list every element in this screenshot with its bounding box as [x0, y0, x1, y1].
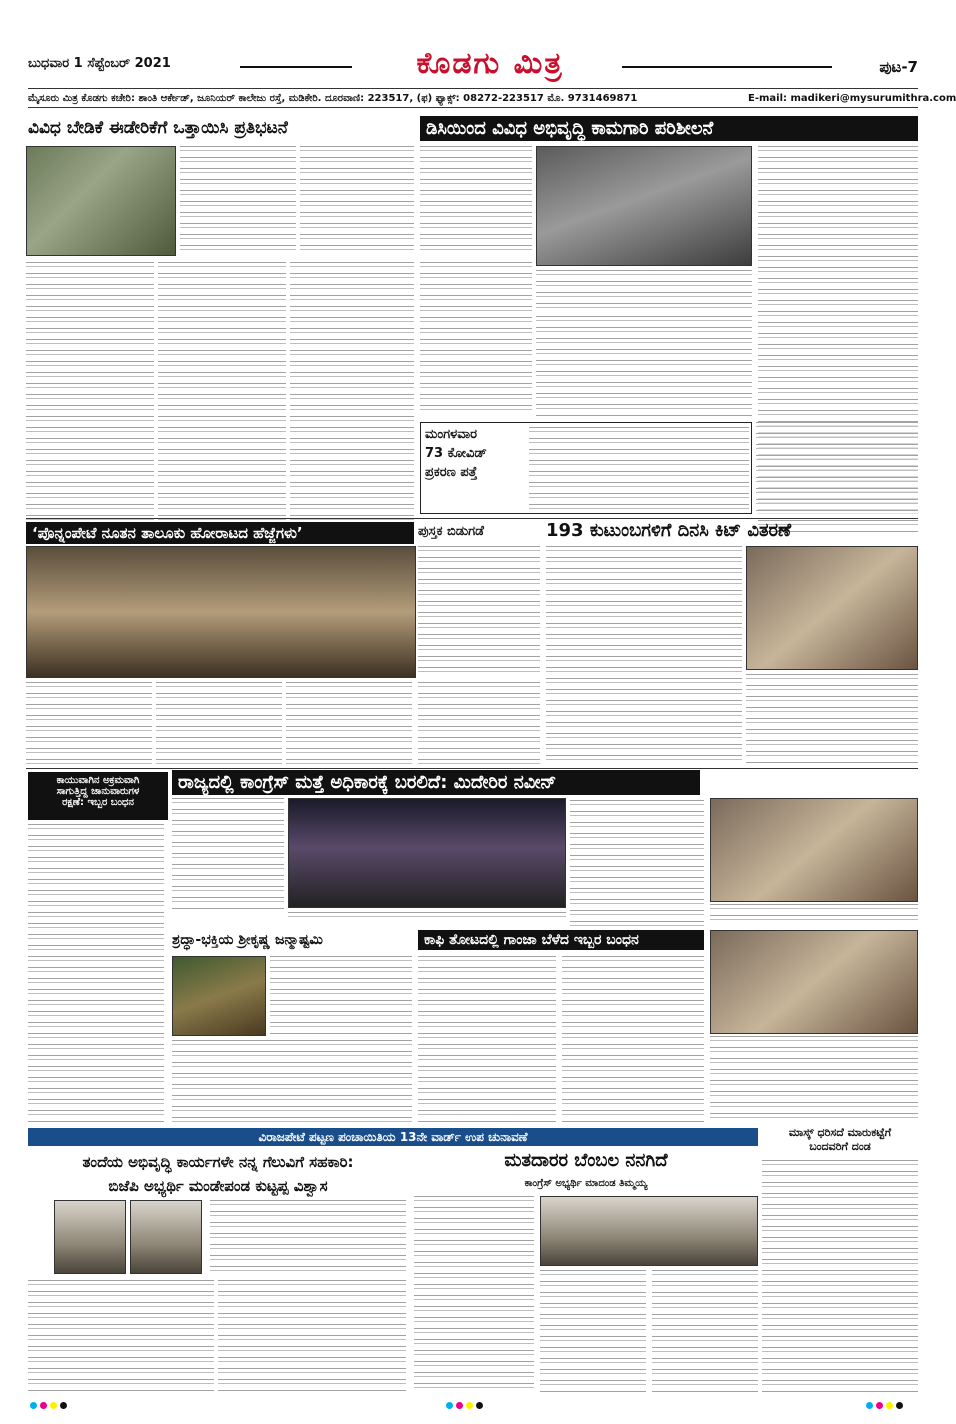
- congress-body-1: [172, 798, 284, 910]
- issue-date: ಬುಧವಾರ 1 ಸೆಪ್ಟೆಂಬರ್ 2021: [28, 56, 171, 71]
- grocery-body-1: [546, 546, 742, 766]
- cattle-kicker-line2: ಸಾಗುತ್ತಿದ್ದ ಜಾನುವಾರುಗಳ: [56, 786, 140, 797]
- headline-ganja: ಕಾಫಿ ತೋಟದಲ್ಲಿ ಗಾಂಜಾ ಬೆಳೆದ ಇಬ್ಬರ ಬಂಧನ: [418, 930, 704, 950]
- janmashtami-body-2: [172, 1040, 412, 1122]
- registration-marks-left: [30, 1402, 67, 1409]
- cattle-body: [28, 824, 164, 1122]
- janmashtami-body-1: [270, 956, 412, 1036]
- congress-cand-body-1: [414, 1196, 534, 1392]
- covid-label-block: [425, 427, 525, 509]
- headline-mask-fine-line2: ಬಂದವರಿಗೆ ದಂಡ: [809, 1140, 871, 1153]
- headline-bjp-line1: ತಂದೆಯ ಅಭಿವೃದ್ಧಿ ಕಾರ್ಯಗಳೇ ನನ್ನ ಗೆಲುವಿಗೆ ಸಹಕಾರಿ:: [82, 1153, 354, 1171]
- headline-dc-inspection: ಡಿಸಿಯಿಂದ ವಿವಿಧ ಅಭಿವೃದ್ಧಿ ಕಾಮಗಾರಿ ಪರಿಶೀಲನೆ: [420, 116, 918, 141]
- covid-body: [529, 427, 749, 509]
- grocery-kit-photo: [746, 546, 918, 670]
- covid-body-2: [756, 422, 918, 514]
- masthead-rule-left: [240, 66, 352, 68]
- protest-body-2: [300, 146, 414, 256]
- registration-marks-center: [446, 1402, 483, 1409]
- virajpet-ward-caption: [710, 904, 918, 926]
- covid-subtitle: ಪ್ರಕರಣ ಪತ್ತೆ: [425, 465, 478, 480]
- congress-body-2: [288, 912, 566, 922]
- masthead-rule-right: [622, 66, 832, 68]
- row-divider-1: [26, 518, 918, 519]
- headline-congress-candidate: ಮತದಾರರ ಬೆಂಬಲ ನನಗಿದೆ: [504, 1150, 668, 1171]
- dc-body-4: [420, 416, 532, 420]
- covid-day: ಮಂಗಳವಾರ: [425, 427, 478, 442]
- protest-body-5: [290, 262, 414, 540]
- mask-fine-body: [762, 1160, 918, 1392]
- newspaper-title: ಕೊಡಗು ಮಿತ್ರ: [416, 46, 564, 81]
- bjp-body-2: [28, 1280, 214, 1392]
- janmashtami-photo: [172, 956, 266, 1036]
- bjp-body-1: [210, 1200, 406, 1276]
- bjp-body-3: [218, 1280, 406, 1392]
- info-bar: [28, 88, 956, 108]
- email-info: E-mail: madikeri@mysurumithra.com: [748, 92, 956, 104]
- by-election-banner: ವಿರಾಜಪೇಟೆ ಪಟ್ಟಣ ಪಂಚಾಯಿತಿಯ 13ನೇ ವಾರ್ಡ್ ಉಪ ಚುನಾವಣೆ: [28, 1128, 758, 1146]
- headline-grocery-kit: 193 ಕುಟುಂಬಗಳಿಗೆ ದಿನಸಿ ಕಿಟ್ ವಿತರಣೆ: [546, 520, 792, 541]
- bjp-candidate-photo-2: [130, 1200, 202, 1274]
- ganja-body-2: [562, 956, 704, 1122]
- congress-photo: [288, 798, 566, 908]
- book-body-4: [286, 682, 412, 764]
- congress-candidate-subhead: ಕಾಂಗ್ರೆಸ್ ಅಭ್ಯರ್ಥಿ ಮಾದಂಡ ತಿಮ್ಮಯ್ಯ: [524, 1178, 648, 1189]
- office-info: ಮೈಸೂರು ಮಿತ್ರ ಕೊಡಗು ಕಚೇರಿ: ಶಾಂತಿ ಆರ್ಕೇಡ್, ಜೂನಿಯರ್ ಕಾಲೇಜು ರಸ್ತೆ, ಮಡಿಕೇರಿ. ದೂರವಾಣಿ: 223517, (ಫ) ಫ್ಯಾಕ್ಸ್: 08272-223517 ಮೊ. 9731469871: [28, 92, 638, 104]
- ganja-body-1: [418, 956, 556, 1122]
- farmers-caption: [710, 1036, 918, 1122]
- protest-body-4: [158, 262, 286, 540]
- headline-bjp-candidate: [28, 1150, 408, 1198]
- farmers-photo: [710, 930, 918, 1034]
- book-release-photo: [26, 546, 416, 678]
- dc-body-5: [536, 316, 752, 418]
- congress-body-3: [570, 800, 704, 926]
- dc-inspection-photo: [536, 146, 752, 266]
- headline-protest: ವಿವಿಧ ಬೇಡಿಕೆ ಈಡೇರಿಕೆಗೆ ಒತ್ತಾಯಿಸಿ ಪ್ರತಿಭಟನೆ: [28, 118, 288, 138]
- grocery-photo-caption: [746, 674, 918, 766]
- book-body-3: [156, 682, 282, 764]
- row-divider-2: [26, 768, 918, 769]
- congress-candidate-photo: [540, 1196, 758, 1266]
- headline-book-release-tail: ಪುಸ್ತಕ ಬಿಡುಗಡೆ: [418, 524, 484, 539]
- congress-cand-body-3: [652, 1270, 758, 1392]
- headline-book-release: ‘ಪೊನ್ನಂಪೇಟೆ ನೂತನ ತಾಲೂಕು ಹೋರಾಟದ ಹೆಜ್ಜೆಗಳು’: [26, 522, 414, 544]
- protest-body-3: [26, 262, 154, 540]
- covid-count: 73 ಕೋವಿಡ್: [425, 446, 487, 461]
- protest-photo: [26, 146, 176, 256]
- congress-cand-body-2: [540, 1270, 646, 1392]
- bjp-candidate-photo-1: [54, 1200, 126, 1274]
- headline-congress: ರಾಜ್ಯದಲ್ಲಿ ಕಾಂಗ್ರೆಸ್ ಮತ್ತೆ ಅಧಿಕಾರಕ್ಕೆ ಬರಲಿದೆ: ಮಿದೇರಿರ ನವೀನ್: [172, 770, 700, 795]
- book-body-2: [26, 682, 152, 764]
- page-number: ಪುಟ-7: [879, 58, 918, 76]
- headline-mask-fine-line1: ಮಾಸ್ಕ್ ಧರಿಸದೆ ಮಾರುಕಟ್ಟೆಗೆ: [788, 1126, 892, 1139]
- registration-marks-right: [866, 1402, 903, 1409]
- cattle-kicker-box: [28, 772, 168, 820]
- headline-janmashtami: ಶ್ರದ್ಧಾ-ಭಕ್ತಿಯ ಶ್ರೀಕೃಷ್ಣ ಜನ್ಮಾಷ್ಟಮಿ: [172, 932, 323, 948]
- cattle-kicker-line3: ರಕ್ಷಣೆ: ಇಬ್ಬರ ಬಂಧನ: [62, 797, 134, 808]
- headline-bjp-line2: ಬಿಜೆಪಿ ಅಭ್ಯರ್ಥಿ ಮಂಡೇಪಂಡ ಕುಟ್ಟಪ್ಪ ವಿಶ್ವಾಸ: [108, 1177, 328, 1195]
- headline-mask-fine: [762, 1126, 918, 1154]
- dc-photo-caption: [536, 270, 752, 310]
- cattle-kicker-line1: ಕಾಯುವಾಗಿನ ಅಕ್ರಮವಾಗಿ: [56, 775, 140, 786]
- covid-box: [420, 422, 752, 514]
- virajpet-ward-photo: [710, 798, 918, 902]
- dc-body-1: [420, 146, 532, 256]
- dc-body-3: [420, 262, 532, 412]
- book-body-1: [418, 546, 540, 678]
- book-body-5: [418, 682, 540, 764]
- protest-body-1: [180, 146, 296, 256]
